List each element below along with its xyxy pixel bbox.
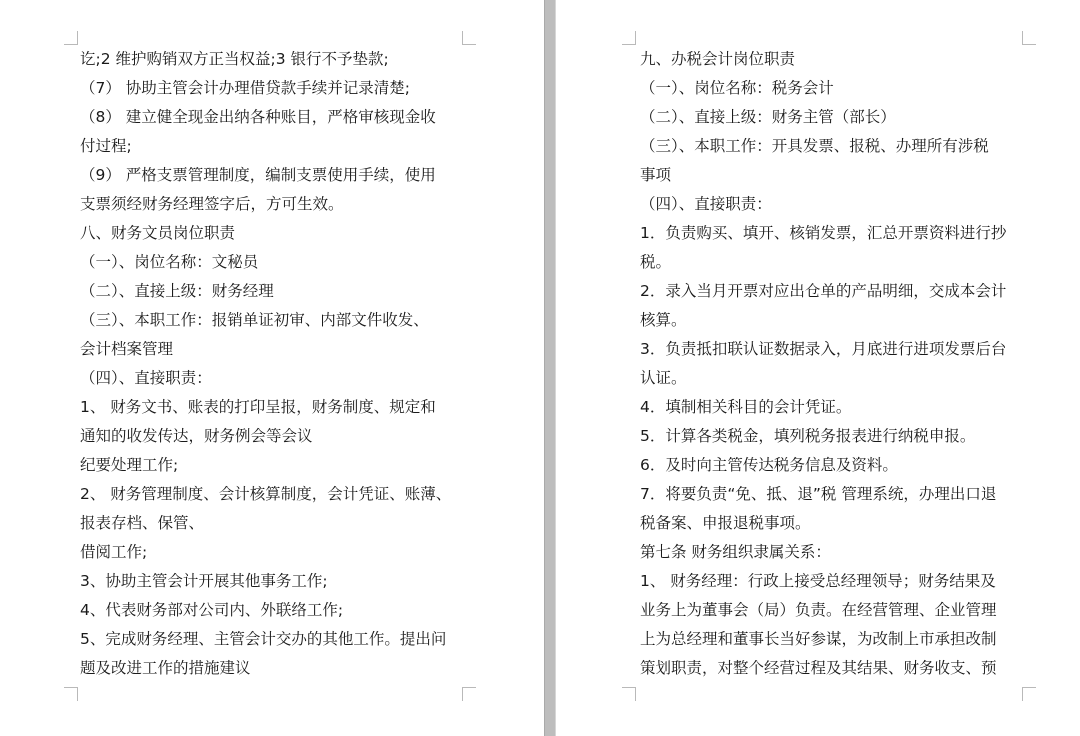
section-heading: 第七条 财务组织隶属关系： (640, 543, 831, 561)
text-line: 税备案、申报退税事项。 (640, 514, 811, 532)
page-gutter (544, 0, 556, 736)
text-line: 4、代表财务部对公司内、外联络工作; (80, 601, 344, 619)
text-line: （二）、直接上级：财务主管（部长） (640, 108, 896, 126)
text-line: （9） 严格支票管理制度，编制支票使用手续，使用 (80, 166, 436, 184)
text-line: 1、 财务经理：行政上接受总经理领导；财务结果及 (640, 572, 996, 590)
text-line: 1、 财务文书、账表的打印呈报，财务制度、规定和 (80, 398, 436, 416)
text-line: 认证。 (640, 369, 687, 387)
text-line: 税。 (640, 253, 672, 271)
text-line: 5、完成财务经理、主管会计交办的其他工作。提出问 (80, 630, 447, 648)
text-line: （四）、直接职责： (80, 369, 212, 387)
text-line: （8） 建立健全现金出纳各种账目，严格审核现金收 (80, 108, 436, 126)
text-line: 支票须经财务经理签字后，方可生效。 (80, 195, 344, 213)
margin-corner-mark (64, 31, 78, 45)
page-text-body[interactable] (640, 45, 1006, 683)
text-line: 纪要处理工作; (80, 456, 179, 474)
text-line: 2、 财务管理制度、会计核算制度，会计凭证、账薄、 (80, 485, 452, 503)
text-line: 6．及时向主管传达税务信息及资料。 (640, 456, 898, 474)
margin-corner-mark (1022, 31, 1036, 45)
margin-corner-mark (1022, 687, 1036, 701)
margin-corner-mark (64, 687, 78, 701)
text-line: 题及改进工作的措施建议 (80, 659, 251, 677)
text-line: 借阅工作; (80, 543, 148, 561)
text-line: （一）、岗位名称：文秘员 (80, 253, 259, 271)
text-line: 4．填制相关科目的会计凭证。 (640, 398, 852, 416)
text-line: 事项 (640, 166, 672, 184)
text-line: 上为总经理和董事长当好参谋，为改制上市承担改制 (640, 630, 997, 648)
text-line: 业务上为董事会（局）负责。在经营管理、企业管理 (640, 601, 997, 619)
text-line: （三）、本职工作：开具发票、报税、办理所有涉税 (640, 137, 989, 155)
margin-corner-mark (622, 687, 636, 701)
text-line: 2．录入当月开票对应出仓单的产品明细，交成本会计 (640, 282, 1007, 300)
margin-corner-mark (462, 687, 476, 701)
text-line: （四）、直接职责： (640, 195, 772, 213)
text-line: 5．计算各类税金，填列税务报表进行纳税申报。 (640, 427, 976, 445)
text-line: 策划职责，对整个经营过程及其结果、财务收支、预 (640, 659, 997, 677)
margin-corner-mark (622, 31, 636, 45)
text-line: （7） 协助主管会计办理借贷款手续并记录清楚; (80, 79, 411, 97)
section-heading: 九、办税会计岗位职责 (640, 50, 796, 68)
text-line: （二）、直接上级：财务经理 (80, 282, 274, 300)
text-line: 通知的收发传达，财务例会等会议 (80, 427, 313, 445)
text-line: 讫;2 维护购销双方正当权益;3 银行不予垫款; (80, 50, 389, 68)
text-line: 核算。 (640, 311, 687, 329)
section-heading: 八、财务文员岗位职责 (80, 224, 236, 242)
text-line: （三）、本职工作：报销单证初审、内部文件收发、 (80, 311, 429, 329)
document-page-right (556, 0, 1080, 736)
text-line: 1．负责购买、填开、核销发票，汇总开票资料进行抄 (640, 224, 1007, 242)
text-line: 报表存档、保管、 (80, 514, 205, 532)
text-line: 3、协助主管会计开展其他事务工作; (80, 572, 328, 590)
margin-corner-mark (462, 31, 476, 45)
text-line: 付过程; (80, 137, 132, 155)
text-line: 7．将要负责“免、抵、退”税 管理系统，办理出口退 (640, 485, 997, 503)
page-text-body[interactable] (80, 45, 451, 683)
text-line: 会计档案管理 (80, 340, 174, 358)
text-line: （一）、岗位名称：税务会计 (640, 79, 834, 97)
text-line: 3．负责抵扣联认证数据录入，月底进行进项发票后台 (640, 340, 1007, 358)
